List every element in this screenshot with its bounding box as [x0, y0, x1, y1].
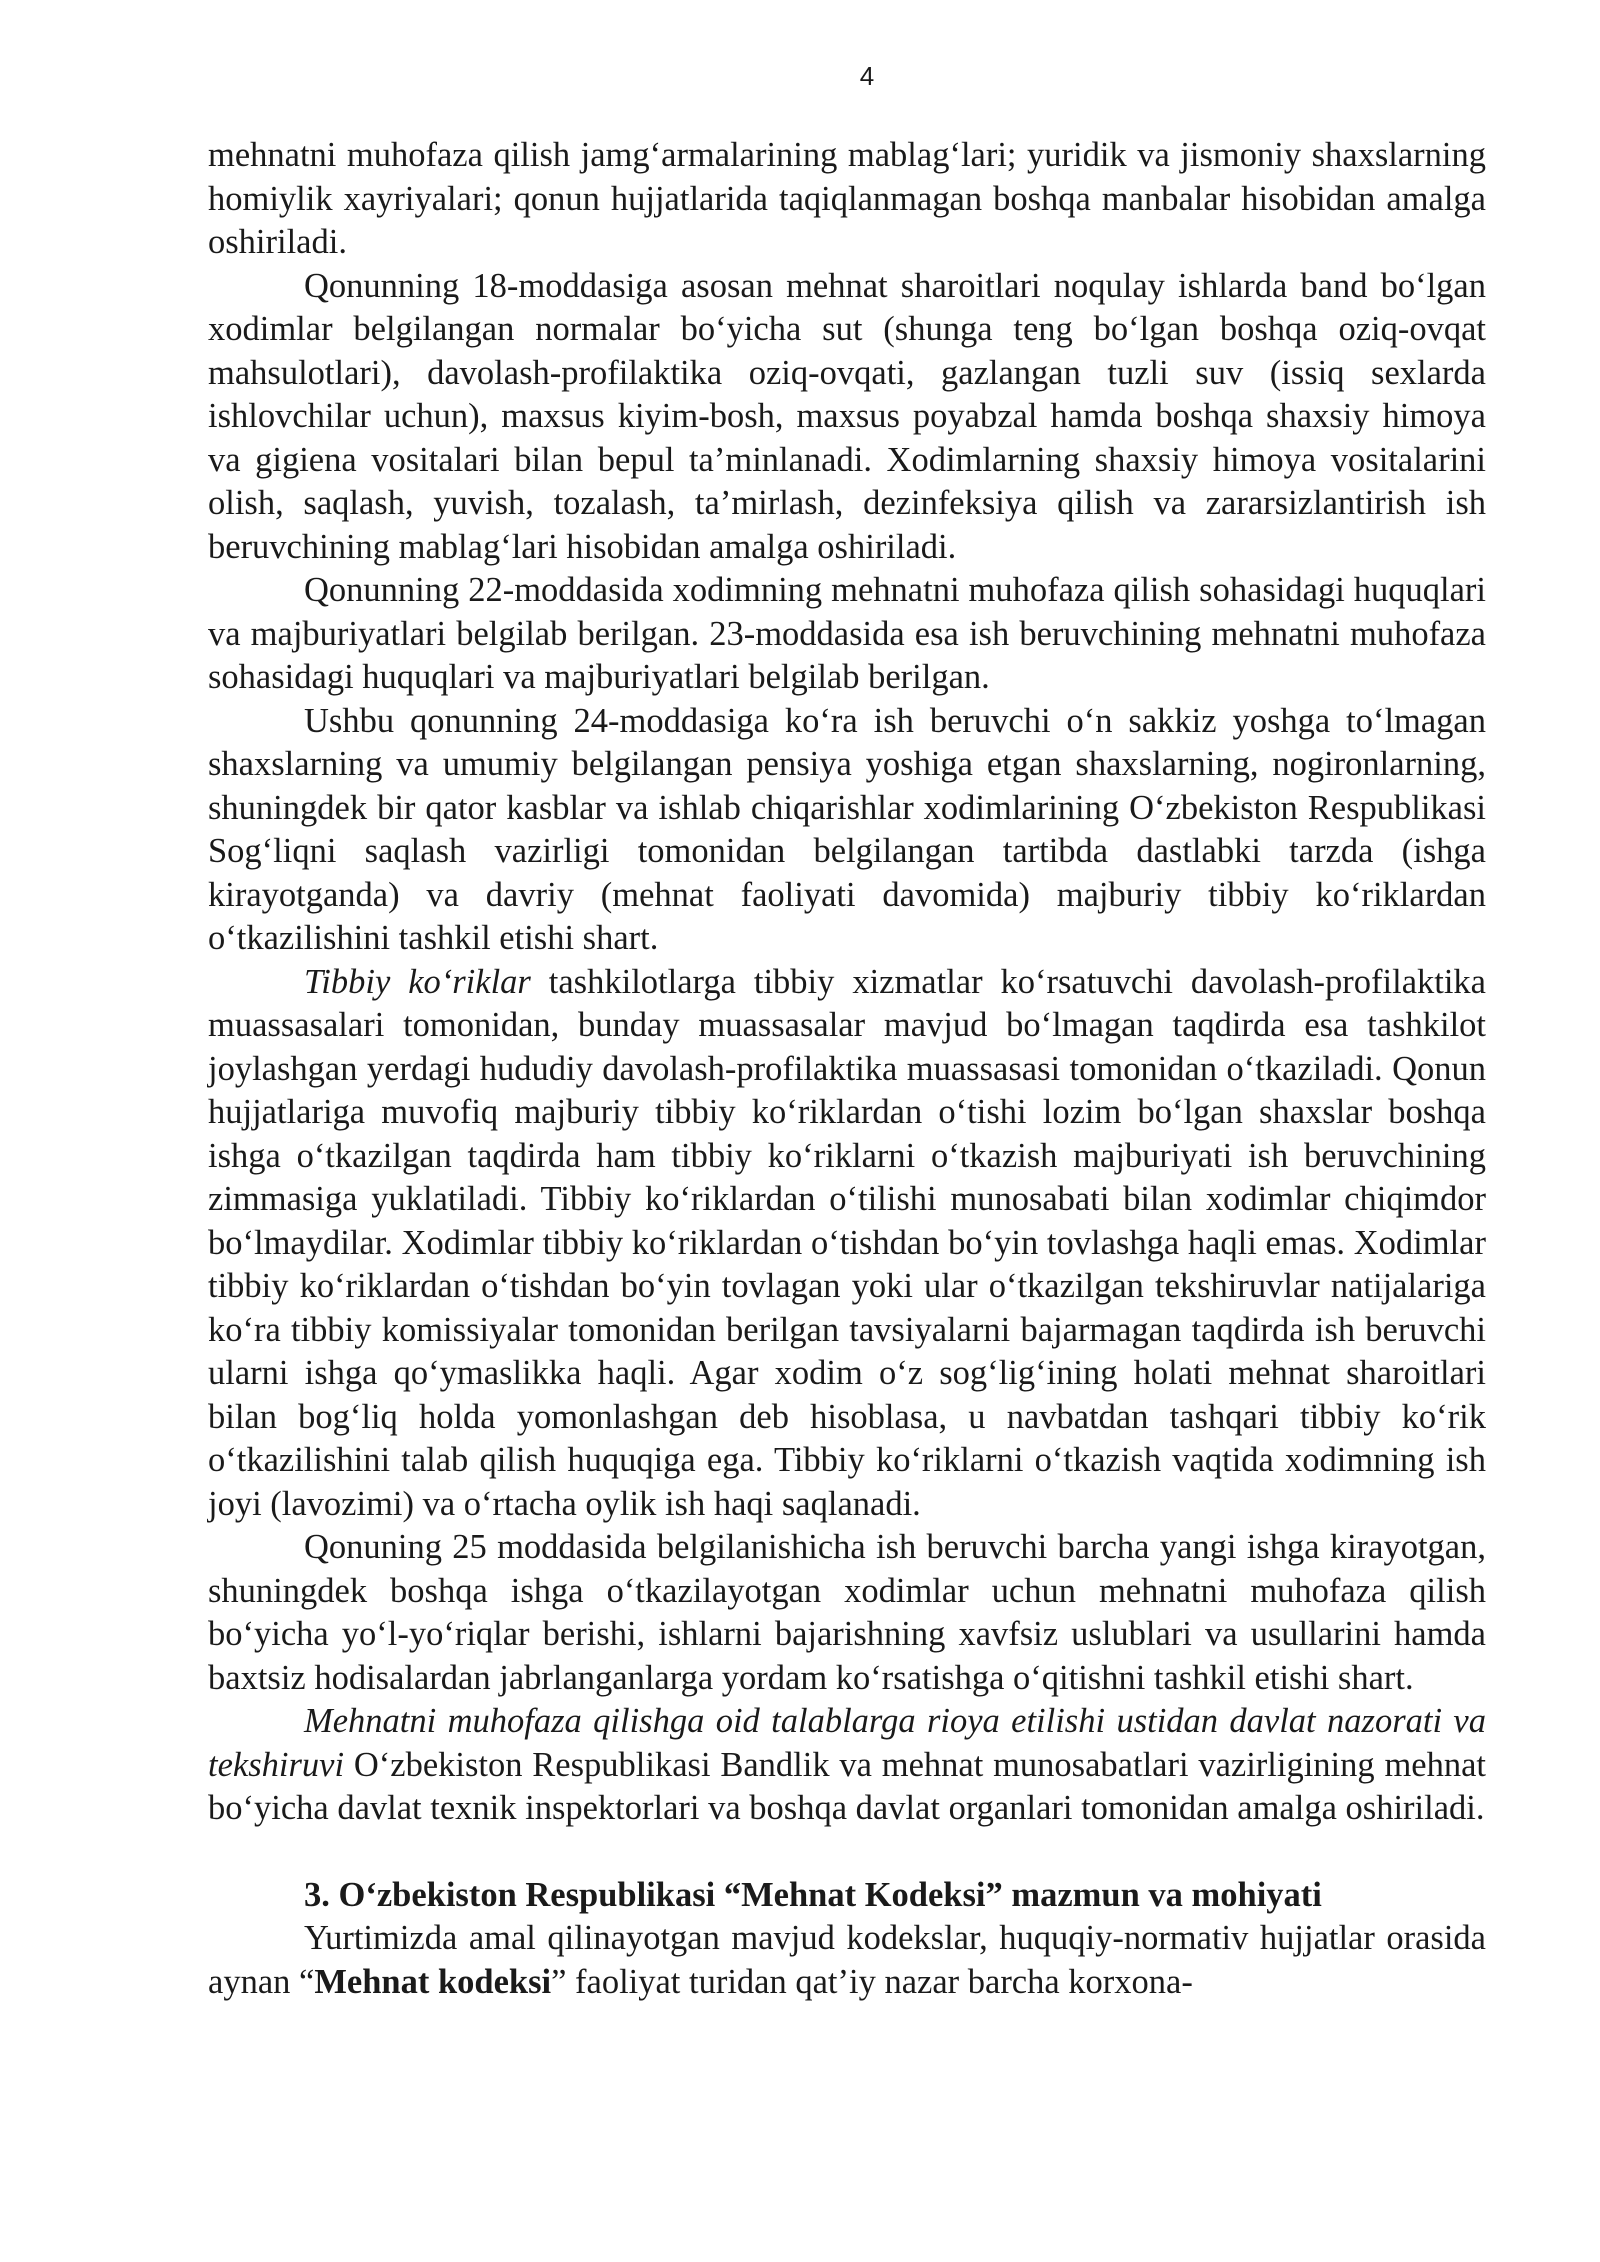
paragraph-article-22-23: Qonunning 22-moddasida xodimning mehnatni muhofaza qilish sohasidagi huquqlari va majburiyatlari belgilab berilgan. 23-moddasida esa ish beruvchining mehnatni muhofaza sohasidagi huquqlari va majburiyatlari belgilab berilgan. — [208, 571, 1486, 696]
paragraph-article-25: Qonuning 25 moddasida belgilanishicha ish beruvchi barcha yangi ishga kirayotgan, shuningdek boshqa ishga o‘tkazilayotgan xodimlar uchun mehnatni muhofaza qilish bo‘yicha yo‘l-yo‘riqlar berishi, ishlarni bajarishning xavfsiz uslublari va usullarini hamda baxtsiz hodisalardan jabrlanganlarga yordam ko‘rsatishga o‘qitishni tashkil etishi shart. — [208, 1528, 1486, 1697]
paragraph-article-24: Ushbu qonunning 24-moddasiga ko‘ra ish beruvchi o‘n sakkiz yoshga to‘lmagan shaxslarning va umumiy belgilangan pensiya yoshiga etgan shaxslarning, nogironlarning, shuningdek bir qator kasblar va ishlab chiqarishlar xodimlarining O‘zbekiston Respublikasi Sog‘liqni saqlash vazirligi tomonidan belgilangan tartibda dastlabki tarzda (ishga kirayotganda) va davriy (mehnat faoliyati davomida) majburiy tibbiy ko‘riklardan o‘tkazilishini tashkil etishi shart. — [208, 701, 1486, 957]
state-supervision-term: Mehnatni muhofaza qilishga oid talablarga rioya etilishi ustidan davlat nazorati va tekshiruvi — [208, 1702, 1486, 1784]
paragraph-funding-sources: mehnatni muhofaza qilish jamg‘armalarining mablag‘lari; yuridik va jismoniy shaxslarning homiylik xayriyalari; qonun hujjatlarida taqiqlanmagan boshqa manbalar hisobidan amalga oshiriladi. — [208, 136, 1486, 261]
paragraph-state-supervision — [208, 1700, 1486, 1831]
paragraph-article-18: Qonunning 18-moddasiga asosan mehnat sharoitlari noqulay ishlarda band bo‘lgan xodimlar belgilangan normalar bo‘yicha sut (shunga teng bo‘lgan boshqa oziq-ovqat mahsulotlari), davolash-profilaktika oziq-ovqati, gazlangan tuzli suv (issiq sexlarda ishlovchilar uchun), maxsus kiyim-bosh, maxsus poyabzal hamda boshqa shaxsiy himoya va gigiena vositalari bilan bepul ta’minlanadi. Xodimlarning shaxsiy himoya vositalarini olish, saqlash, yuvish, tozalash, ta’mirlash, dezinfeksiya qilish va zararsizlantirish ish beruvchining mablag‘lari hisobidan amalga oshiriladi. — [208, 266, 1486, 566]
page-number: 4 — [859, 61, 875, 91]
state-supervision-text: O‘zbekiston Respublikasi Bandlik va mehnat munosabatlari vazirligining mehnat bo‘yicha davlat texnik inspektorlari va boshqa davlat organlari tomonidan amalga oshiriladi. — [208, 1745, 1486, 1827]
labor-code-title: Mehnat kodeksi — [314, 1962, 552, 2001]
paragraph-medical-examinations — [208, 961, 1486, 1527]
labor-code-intro-start: Yurtimizda amal qilinayotgan mavjud kodekslar, huquqiy-normativ hujjatlar orasida aynan “ — [208, 1919, 1486, 2001]
paragraph-labor-code-intro — [208, 1917, 1486, 2004]
section-heading: 3. O‘zbekiston Respublikasi “Mehnat Kodeksi” mazmun va mohiyati — [304, 1875, 1322, 1914]
medical-examinations-term: Tibbiy ko‘riklar — [304, 962, 531, 1001]
medical-examinations-text: tashkilotlarga tibbiy xizmatlar ko‘rsatuvchi davolash-profilaktika muassasalari tomonidan, bunday muassasalar mavjud bo‘lmagan taqdirda esa tashkilot joylashgan yerdagi hududiy davolash-profilaktika muassasasi tomonidan o‘tkaziladi. Qonun hujjatlariga muvofiq majburiy tibbiy ko‘riklardan o‘tishi lozim bo‘lgan shaxslar boshqa ishga o‘tkazilgan taqdirda ham tibbiy ko‘riklarni o‘tkazish majburiyati ish beruvchining zimmasiga yuklatiladi. Tibbiy ko‘riklardan o‘tilishi munosabati bilan xodimlar chiqimdor bo‘lmaydilar. Xodimlar tibbiy ko‘riklardan o‘tishdan bo‘yin tovlashga haqli emas. Xodimlar tibbiy ko‘riklardan o‘tishdan bo‘yin tovlagan yoki ular o‘tkazilgan tekshiruvlar natijalariga ko‘ra tibbiy komissiyalar tomonidan berilgan tavsiyalarni bajarmagan taqdirda ish beruvchi ularni ishga qo‘ymaslikka haqli. Agar xodim o‘z sog‘lig‘ining holati mehnat sharoitlari bilan bog‘liq holda yomonlashgan deb hisoblasa, u navbatdan tashqari tibbiy ko‘rik o‘tkazilishini talab qilish huquqiga ega. Tibbiy ko‘riklarni o‘tkazish vaqtida xodimning ish joyi (lavozimi) va o‘rtacha oylik ish haqi saqlanadi. — [208, 962, 1486, 1523]
labor-code-intro-end: ” faoliyat turidan qat’iy nazar barcha korxona- — [551, 1962, 1193, 2001]
